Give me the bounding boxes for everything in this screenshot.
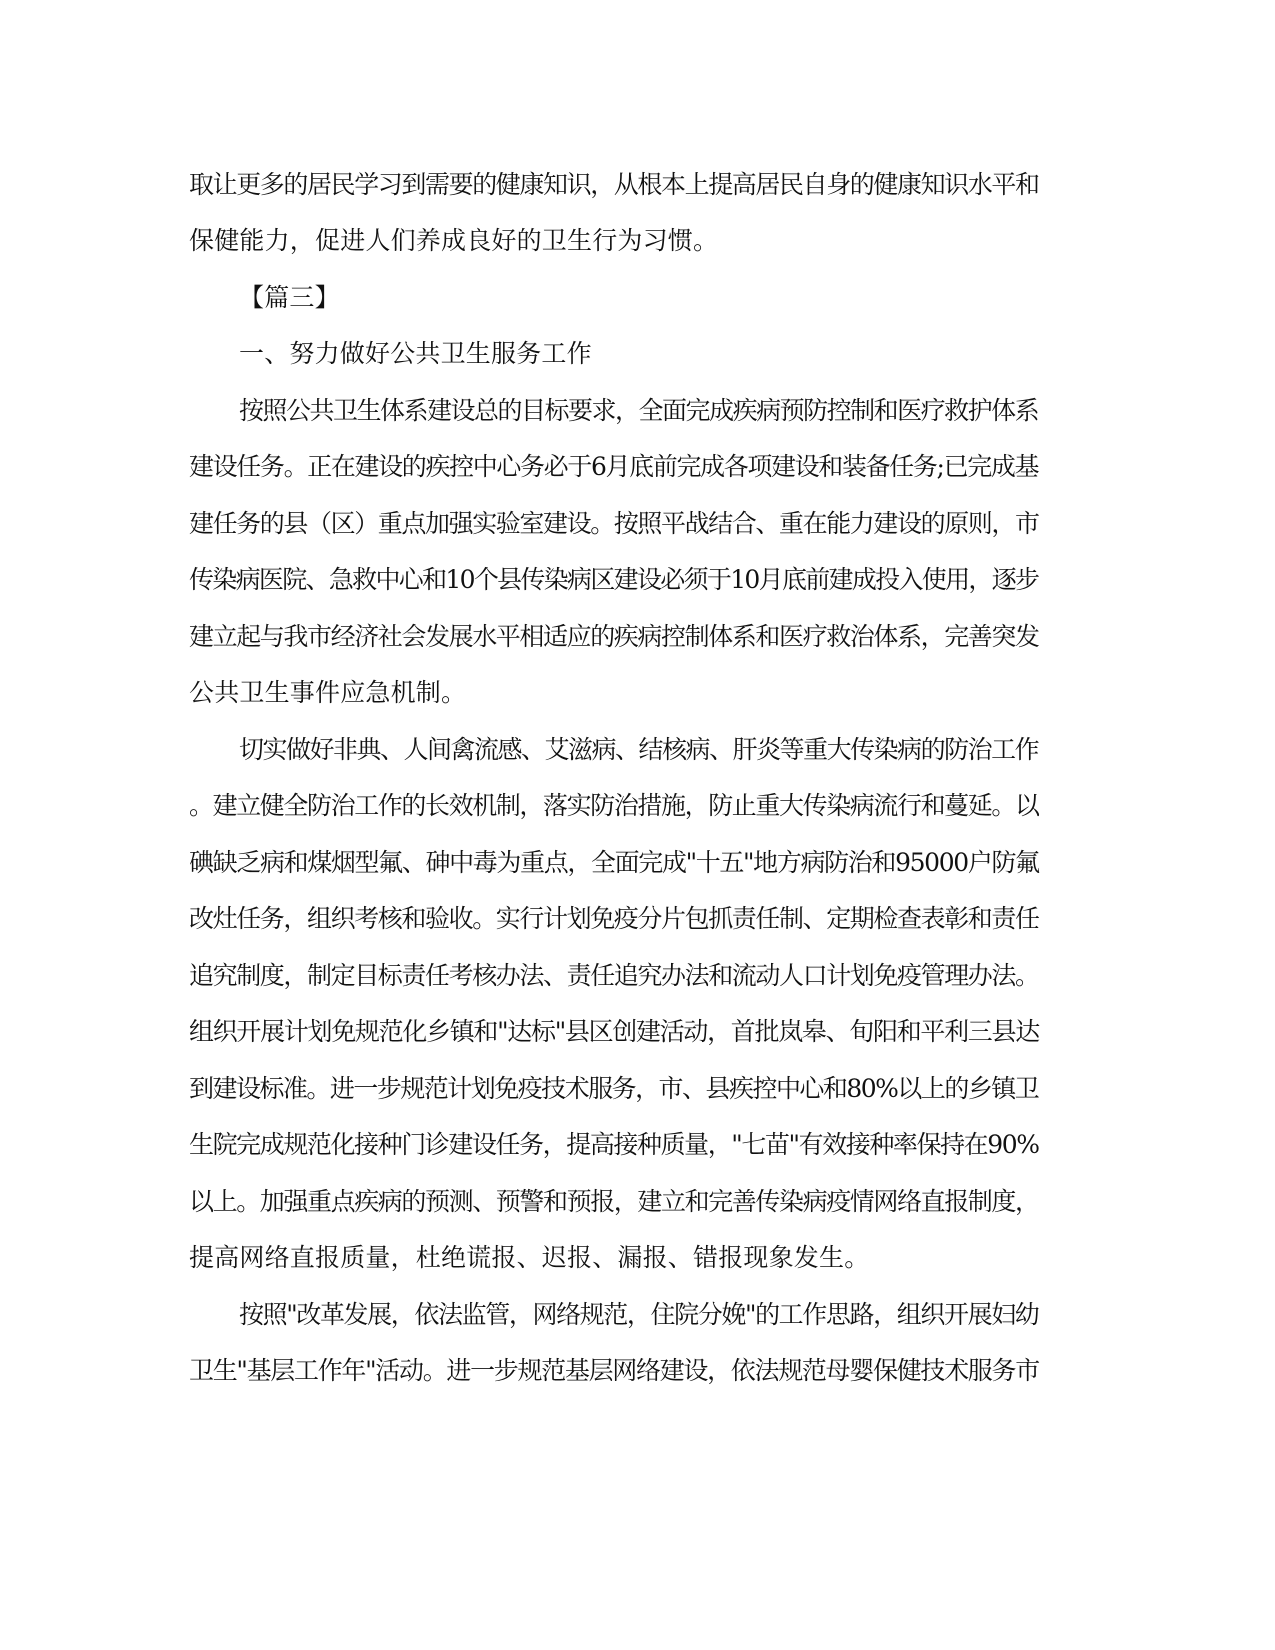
paragraph-line: 公共卫生事件应急机制。: [189, 678, 467, 707]
paragraph-line: 建立起与我市经济社会发展水平相适应的疾病控制体系和医疗救治体系，完善突发: [189, 622, 1039, 651]
subsection-heading: 一、努力做好公共卫生服务工作: [239, 339, 592, 368]
paragraph-line: 追究制度，制定目标责任考核办法、责任追究办法和流动人口计划免疫管理办法。: [189, 961, 1039, 990]
paragraph-line: 生院完成规范化接种门诊建设任务，提高接种质量，"七苗"有效接种率保持在90%: [189, 1130, 1039, 1159]
paragraph-line: 按照公共卫生体系建设总的目标要求，全面完成疾病预防控制和医疗救护体系: [239, 396, 1039, 425]
paragraph-line: 碘缺乏病和煤烟型氟、砷中毒为重点，全面完成"十五"地方病防治和95000户防氟: [189, 848, 1039, 877]
paragraph-line: 按照"改革发展，依法监管，网络规范，住院分娩"的工作思路，组织开展妇幼: [239, 1300, 1039, 1329]
paragraph-line: 以上。加强重点疾病的预测、预警和预报，建立和完善传染病疫情网络直报制度，: [189, 1187, 1039, 1216]
paragraph-line: 卫生"基层工作年"活动。进一步规范基层网络建设，依法规范母婴保健技术服务市: [189, 1356, 1039, 1385]
paragraph-line: 建设任务。正在建设的疾控中心务必于6月底前完成各项建设和装备任务;已完成基: [189, 452, 1039, 481]
paragraph-line: 传染病医院、急救中心和10个县传染病区建设必须于10月底前建成投入使用，逐步: [189, 565, 1039, 594]
paragraph-line: 建任务的县（区）重点加强实验室建设。按照平战结合、重在能力建设的原则，市: [189, 509, 1039, 538]
paragraph-line: 提高网络直报质量，杜绝谎报、迟报、漏报、错报现象发生。: [189, 1243, 870, 1272]
paragraph-line: 保健能力，促进人们养成良好的卫生行为习惯。: [189, 226, 719, 255]
section-heading: 【篇三】: [239, 283, 340, 312]
paragraph-line: 。建立健全防治工作的长效机制，落实防治措施，防止重大传染病流行和蔓延。以: [189, 791, 1039, 820]
paragraph-line: 到建设标准。进一步规范计划免疫技术服务，市、县疾控中心和80%以上的乡镇卫: [189, 1074, 1039, 1103]
paragraph-line: 组织开展计划免规范化乡镇和"达标"县区创建活动，首批岚皋、旬阳和平利三县达: [189, 1017, 1039, 1046]
paragraph-line: 取让更多的居民学习到需要的健康知识，从根本上提高居民自身的健康知识水平和: [189, 170, 1039, 199]
paragraph-line: 切实做好非典、人间禽流感、艾滋病、结核病、肝炎等重大传染病的防治工作: [239, 735, 1039, 764]
paragraph-line: 改灶任务，组织考核和验收。实行计划免疫分片包抓责任制、定期检查表彰和责任: [189, 904, 1039, 933]
